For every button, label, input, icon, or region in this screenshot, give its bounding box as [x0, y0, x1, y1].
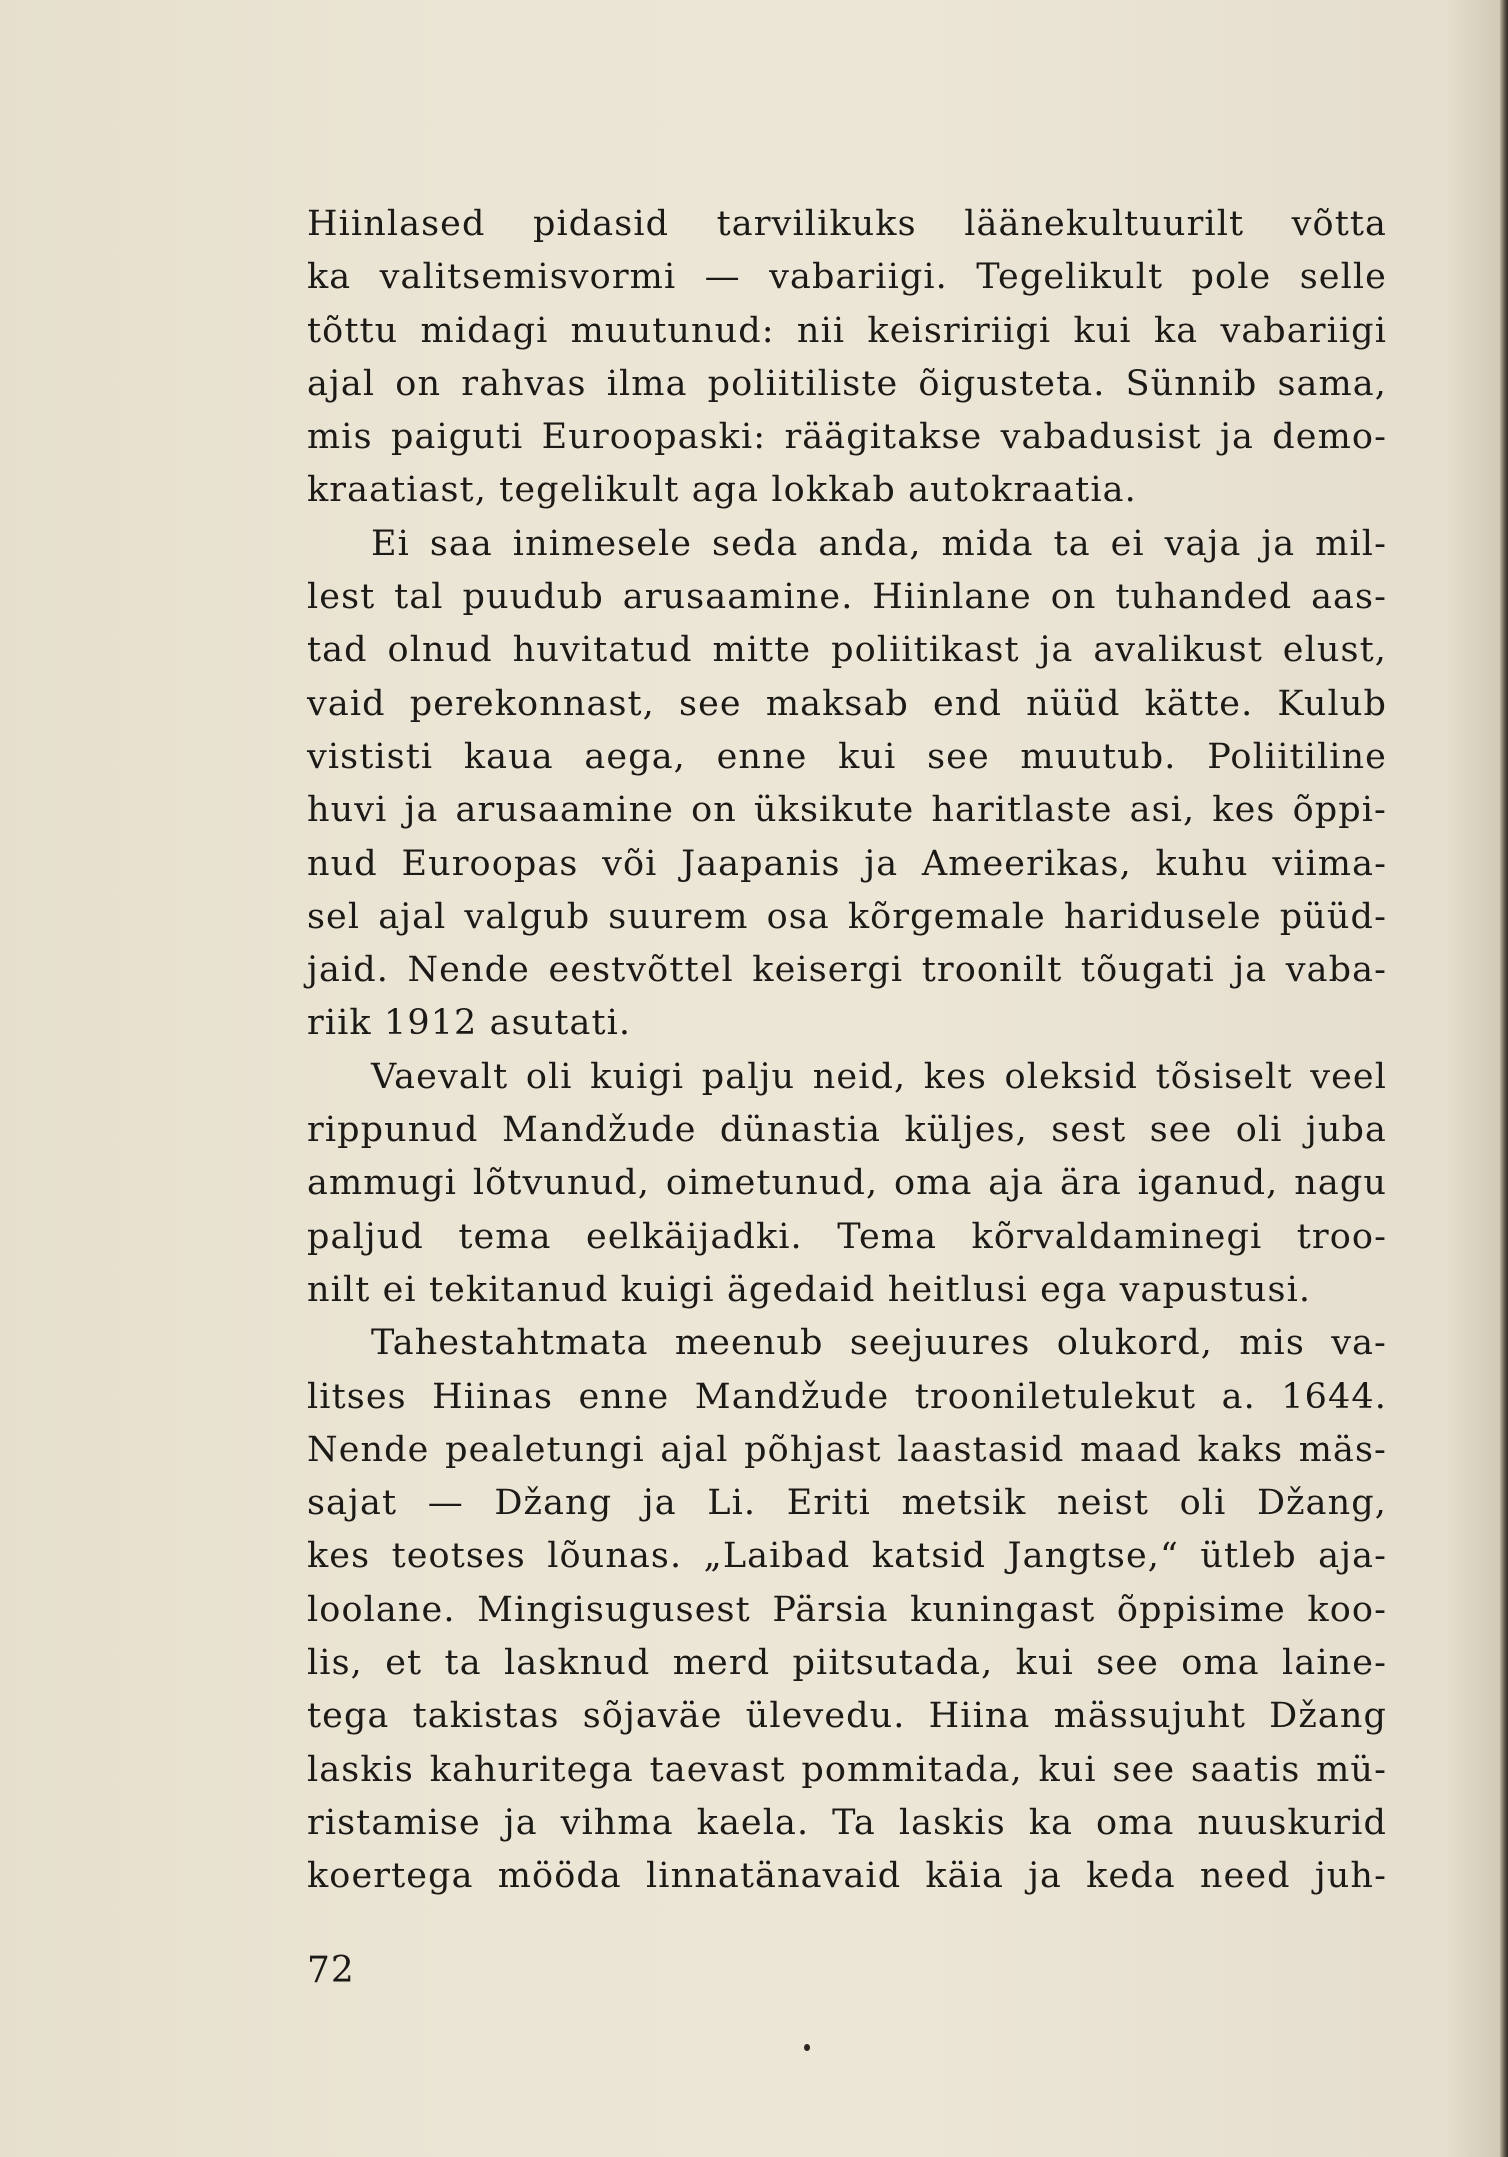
text-line: nilt ei tekitanud kuigi ägedaid heitlusi ega vapustusi. — [307, 1269, 1312, 1310]
text-line: laskis kahuritega taevast pommitada, kui see saatis mü- — [307, 1749, 1387, 1790]
text-line: tega takistas sõjaväe ülevedu. Hiina mässujuht Džang — [307, 1696, 1387, 1737]
text-line: ajal on rahvas ilma poliitiliste õigusteta. Sünnib sama, — [307, 363, 1387, 404]
text-line: rippunud Mandžude dünastia küljes, sest see oli juba — [307, 1110, 1387, 1151]
text-line: kes teotses lõunas. „Laibad katsid Jangtse,“ ütleb aja- — [307, 1536, 1387, 1577]
page-number: 72 — [307, 1950, 355, 1991]
text-line: kraatiast, tegelikult aga lokkab autokraatia. — [307, 470, 1137, 511]
text-line: vististi kaua aega, enne kui see muutub. Poliitiline — [307, 736, 1387, 777]
text-line: Tahestahtmata meenub seejuures olukord, mis va- — [371, 1323, 1387, 1364]
text-line: Nende pealetungi ajal põhjast laastasid maad kaks mäs- — [307, 1429, 1387, 1470]
text-line: nud Euroopas või Jaapanis ja Ameerikas, kuhu viima- — [307, 843, 1387, 884]
text-line: koertega mööda linnatänavaid käia ja keda need juh- — [307, 1856, 1387, 1897]
page-edge-shadow — [1500, 0, 1508, 2157]
text-line: sajat — Džang ja Li. Eriti metsik neist oli Džang, — [307, 1483, 1387, 1524]
text-line: mis paiguti Euroopaski: räägitakse vabadusist ja demo- — [307, 417, 1387, 458]
text-line: vaid perekonnast, see maksab end nüüd kätte. Kulub — [307, 683, 1387, 724]
body-text — [307, 198, 1387, 1904]
text-line: tad olnud huvitatud mitte poliitikast ja avalikust elust, — [307, 630, 1387, 671]
text-line: ka valitsemisvormi — vabariigi. Tegelikult pole selle — [307, 257, 1387, 298]
text-line: jaid. Nende eestvõttel keisergi troonilt tõugati ja vaba- — [307, 950, 1387, 991]
text-line: litses Hiinas enne Mandžude trooniletulekut a. 1644. — [307, 1376, 1387, 1417]
text-line: Hiinlased pidasid tarvilikuks läänekultuurilt võtta — [307, 204, 1387, 244]
text-line: Vaevalt oli kuigi palju neid, kes oleksid tõsiselt veel — [371, 1056, 1387, 1097]
text-line: lis, et ta lasknud merd piitsutada, kui see oma laine- — [307, 1643, 1387, 1684]
text-line: lest tal puudub arusaamine. Hiinlane on tuhanded aas- — [307, 577, 1387, 618]
text-line: huvi ja arusaamine on üksikute haritlaste asi, kes õppi- — [307, 790, 1387, 831]
text-line: ammugi lõtvunud, oimetunud, oma aja ära iganud, nagu — [307, 1163, 1387, 1204]
text-line: Ei saa inimesele seda anda, mida ta ei vaja ja mil- — [371, 523, 1387, 564]
text-line: ristamise ja vihma kaela. Ta laskis ka oma nuuskurid — [307, 1802, 1387, 1843]
text-line: riik 1912 asutati. — [307, 1003, 632, 1044]
text-line: paljud tema eelkäijadki. Tema kõrvaldaminegi troo- — [307, 1216, 1387, 1257]
ink-speck — [804, 2044, 810, 2051]
text-line: sel ajal valgub suurem osa kõrgemale haridusele püüd- — [307, 896, 1387, 937]
text-line: tõttu midagi muutunud: nii keisririigi kui ka vabariigi — [307, 310, 1387, 351]
text-line: loolane. Mingisugusest Pärsia kuningast õppisime koo- — [307, 1589, 1387, 1630]
